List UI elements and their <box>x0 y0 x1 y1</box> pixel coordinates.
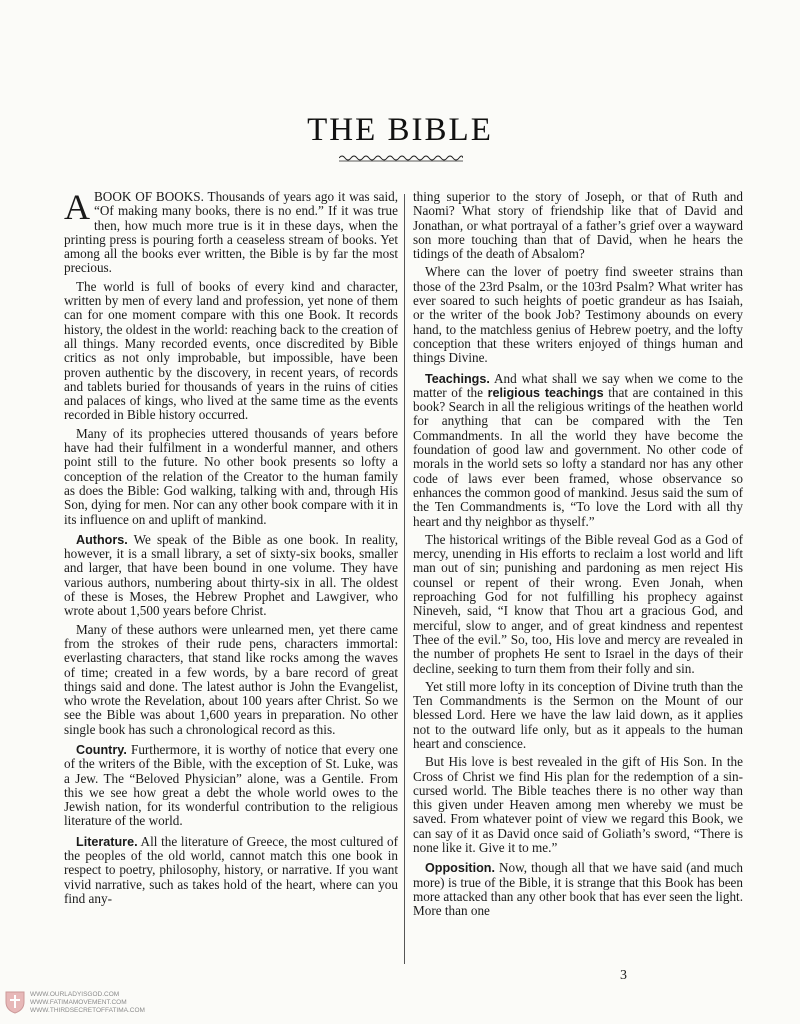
left-column <box>64 187 399 910</box>
paragraph: thing superior to the story of Joseph, or that of Ruth and Naomi? What story of friendship like that of David and Jonathan, or what portrayal of a father’s grief over a wayward son more touching than that of David, when he hears the tidings of the death of Absalom? <box>413 189 743 262</box>
shield-logo-icon <box>4 990 26 1014</box>
section-heading: Authors. <box>76 532 128 547</box>
page-number: 3 <box>620 968 627 983</box>
drop-cap: A <box>64 187 90 227</box>
section-text: Now, though all that we have said (and much more) is true of the Bible, it is strange that this Book has been more attacked than any other book that has ever seen the light. More than one <box>413 860 743 919</box>
footer-watermark <box>4 988 214 1018</box>
paragraph: Many of these authors were unlearned men, yet there came from the strokes of their rude pens, characters immortal: everlasting characters, that stand like rocks among the waves of time; created in a few words, by a bare record of great things said and done. The latest author is John the Evangelist, who wrote the Revelation, about 100 years after Christ. So we see the Bible was about 1,600 years in preparation. No other single book has such a chronological record as this. <box>64 621 398 737</box>
column-divider <box>404 194 405 964</box>
section-text: that are contained in this book? Search in all the religious writings of the heathen world for anything that can be compared with the Ten Commandments. In all the world they have become the foundation of good law and government. No other code of morals in the world sets so lofty a standard nor has any other code of laws ever been framed, whose observance so enhances the common good of mankind. Jesus said the sum of the Ten Commandments is, “To love the Lord with all thy heart and thy neighbor as thyself.” <box>413 384 744 529</box>
paragraph: Many of its prophecies uttered thousands of years before have had their fulfilment in a wonderful manner, and others point still to the future. No other book presents so lofty a conception of the relation of the Creator to the human family as does the Bible: God walking, talking with and, through His Son, dying for men. Nor can any other book compare with it in its influence on and uplift of mankind. <box>64 425 398 527</box>
title-wavy-rule <box>339 152 463 162</box>
footer-link[interactable]: WWW.FATIMAMOVEMENT.COM <box>30 999 127 1006</box>
section-country <box>64 743 398 829</box>
paragraph: Yet still more lofty in its conception of Divine truth than the Ten Commandments is the Sermon on the Mount of our blessed Lord. Here we have the law laid down, as it applies not to the outward life only, but as it appeals to the human heart and conscience. <box>413 678 743 751</box>
section-heading: Literature. <box>76 834 138 849</box>
paragraph-text: BOOK OF BOOKS. Thousands of years ago it was said, “Of making many books, there is no end.” If it was true then, how much more true is it in these days, when the printing press is pouring forth a ceaseless stream of books. Yet among all the books ever written, the Bible is by far the most precious. <box>64 189 398 276</box>
section-heading: Opposition. <box>425 861 495 876</box>
paragraph: The historical writings of the Bible reveal God as a God of mercy, unending in His efforts to reclaim a lost world and lift man out of sin; punishing and pardoning as men reject His counsel or repent of their wrong. Even Jonah, when reproaching God for not fulfilling his prophecy against Nineveh, said, “I know that Thou art a gracious God, and merciful, slow to anger, and of great kindness and repentest Thee of the evil.” So, too, His love and mercy are revealed in the number of prophets He sent to Israel in the days of their decline, seeking to turn them from their folly and sin. <box>413 531 743 676</box>
paragraph: The world is full of books of every kind and character, written by men of every land and profession, yet none of them can for one moment compare with this one Book. It records history, the oldest in the world: reaching back to the creation of all things. Many recorded events, once discredited by Bible critics as not only improbable, but impossible, have been proven authentic by the discovery, in recent years, of records and tablets buried for thousands of years in the ruins of cities and palaces of kings, who lived at the same time as the events recorded in Bible history occurred. <box>64 278 398 423</box>
page-title: THE BIBLE <box>307 112 493 148</box>
section-text: And what shall we say when we come to the matter of the <box>413 370 743 400</box>
footer-link[interactable]: WWW.OURLADYISGOD.COM <box>30 991 120 998</box>
section-opposition <box>413 861 743 918</box>
right-column <box>413 190 743 923</box>
emphasis-text: religious teachings <box>487 385 604 400</box>
section-text: We speak of the Bible as one book. In reality, however, it is a small library, a set of sixty-six books, smaller and larger, that have been bound in one volume. They have various authors, numbering about thirty-six in all. The oldest of these is Moses, the Hebrew Prophet and Lawgiver, who wrote about 1,500 years before Christ. <box>64 531 399 619</box>
section-heading: Country. <box>76 742 127 757</box>
footer-link[interactable]: WWW.THIRDSECRETOFFATIMA.COM <box>30 1007 145 1014</box>
section-text: All the literature of Greece, the most cultured of the peoples of the old world, cannot match this one book in respect to poetry, philosophy, history, or narrative. If you want vivid narrative, such as takes hold of the heart, where can you find any- <box>64 833 398 906</box>
section-teachings <box>413 372 743 529</box>
section-text: Furthermore, it is worthy of notice that every one of the writers of the Bible, with the exception of St. Luke, was a Jew. The “Beloved Physician” alone, was a Gentile. From this we see how great a debt the whole world owes to the Jewish nation, for its wonderful contribution to the religious literature of the world. <box>64 741 399 829</box>
section-heading: Teachings. <box>425 371 490 386</box>
paragraph: But His love is best revealed in the gift of His Son. In the Cross of Christ we find His plan for the redemption of a sin-cursed world. The Bible teaches there is no other way than this given under Heaven among men whereby we must be saved. From whatever point of view we regard this Book, we can say of it as David once said of Goliath’s sword, “There is none like it. Give it to me.” <box>413 754 743 856</box>
paragraph <box>64 187 398 276</box>
paragraph: Where can the lover of poetry find sweeter strains than those of the 23rd Psalm, or the 103rd Psalm? What writer has ever soared to such heights of poetic grandeur as has Isaiah, or the writer of the book Job? Testimony abounds on every hand, to the matchless genius of Hebrew poetry, and the lofty conception that these writers enjoyed of things human and things Divine. <box>413 264 743 366</box>
section-literature <box>64 835 398 906</box>
footer-links <box>30 991 145 1015</box>
section-authors <box>64 533 398 619</box>
